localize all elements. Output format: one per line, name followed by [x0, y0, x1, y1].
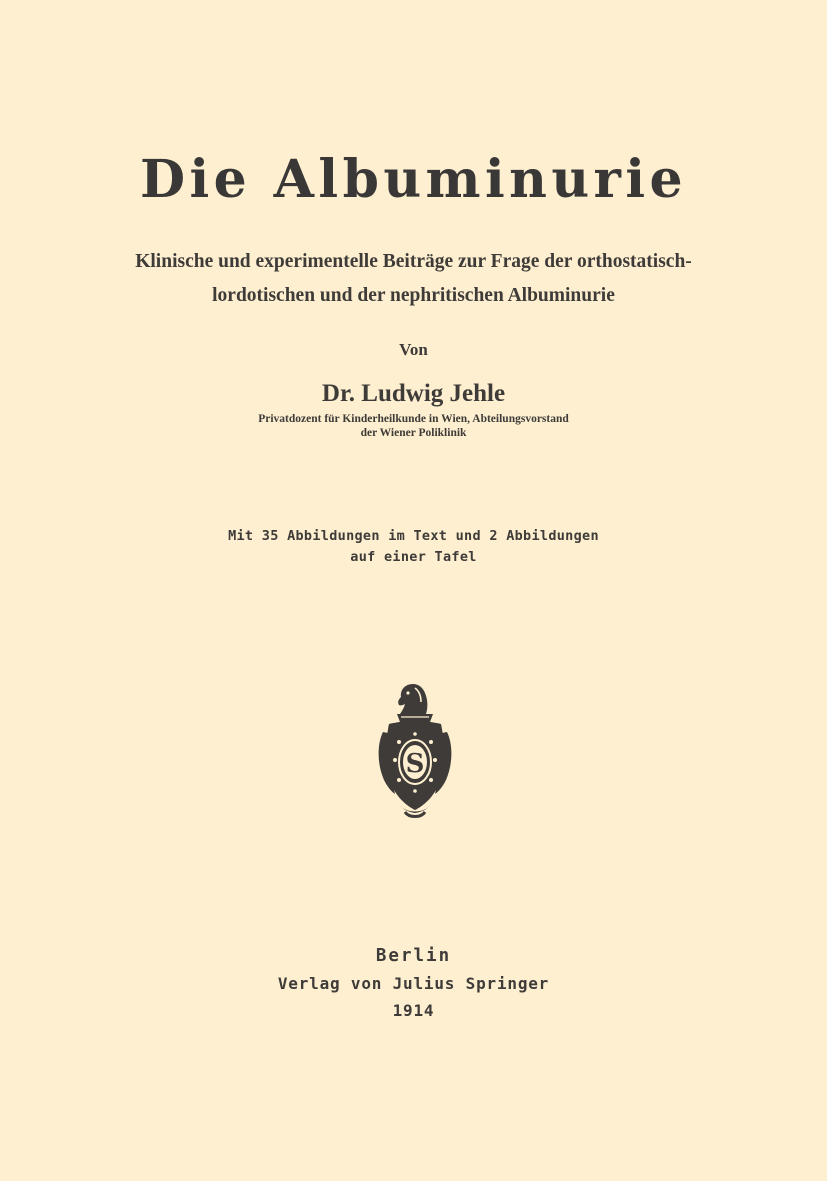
subtitle-line-1: Klinische und experimentelle Beiträge zur Frage der orthostatisch-: [135, 251, 692, 272]
author-name: Dr. Ludwig Jehle: [321, 380, 506, 407]
publication-year: 1914: [392, 1001, 435, 1020]
knight-head: [398, 684, 427, 714]
by-label: Von: [399, 340, 428, 359]
book-title: Die Albuminurie: [140, 149, 687, 210]
illustrations-note-line-1: Mit 35 Abbildungen im Text und 2 Abbildungen: [228, 528, 599, 544]
author-affiliation-line-2: der Wiener Poliklinik: [360, 427, 467, 439]
publication-place: Berlin: [375, 946, 452, 966]
illustrations-note-line-2: auf einer Tafel: [350, 549, 477, 565]
subtitle-line-2: lordotischen und der nephritischen Albuminurie: [212, 285, 615, 306]
author-affiliation-line-1: Privatdozent für Kinderheilkunde in Wien, Abteilungsvorstand: [258, 413, 569, 425]
publisher-name: Verlag von Julius Springer: [277, 974, 550, 993]
emblem-letter: S: [405, 749, 425, 779]
springer-knight-emblem-icon: [375, 680, 455, 822]
